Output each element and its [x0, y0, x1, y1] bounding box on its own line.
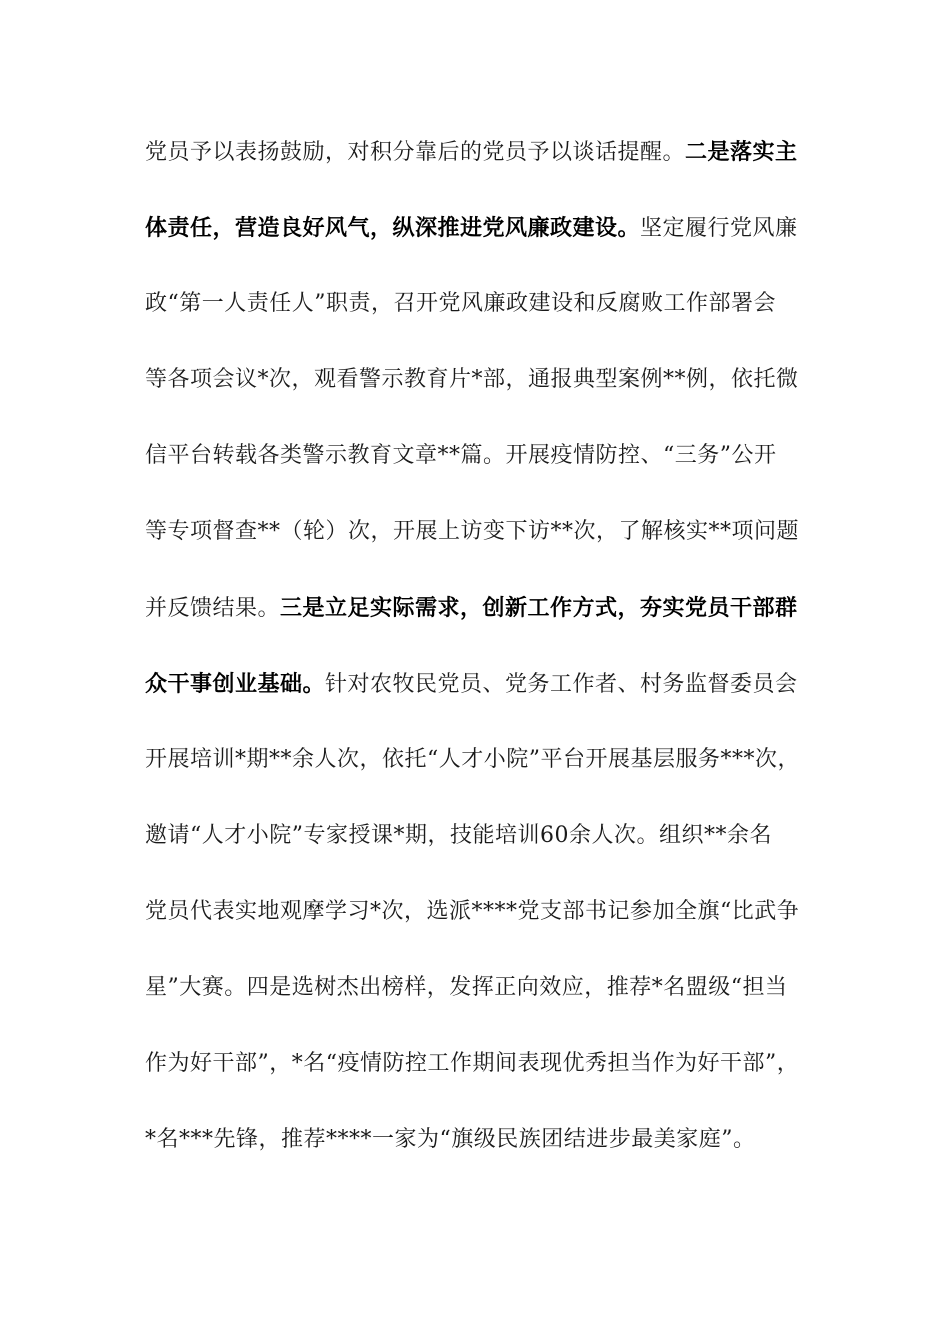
plain-text: 等各项会议*次，观看警示教育片*部，通报典型案例**例，依托微	[145, 367, 799, 392]
plain-text: 党员予以表扬鼓励，对积分靠后的党员予以谈话提醒。	[145, 140, 686, 165]
plain-text: 等专项督查**（轮）次，开展上访变下访**次，了解核实**项问题	[145, 519, 800, 544]
text-line	[145, 507, 825, 583]
text-line	[145, 659, 825, 735]
text-line	[145, 583, 825, 659]
plain-text: 坚定履行党风廉	[640, 216, 798, 241]
plain-text: 作为好干部”，*名“疫情防控工作期间表现优秀担当作为好干部”，	[145, 1051, 800, 1076]
text-line	[145, 431, 825, 507]
text-line	[145, 355, 825, 431]
plain-text: 针对农牧民党员、党务工作者、村务监督委员会	[325, 672, 798, 697]
text-line	[145, 1115, 825, 1191]
text-line	[145, 811, 825, 887]
plain-text: 邀请“人才小院”专家授课*期，技能培训60余人次。组织**余名	[145, 823, 772, 848]
plain-text: 信平台转载各类警示教育文章**篇。开展疫情防控、“三务”公开	[145, 443, 777, 468]
text-line	[145, 279, 825, 355]
text-line	[145, 887, 825, 963]
bold-heading-text: 三是立足实际需求，创新工作方式，夯实党员干部群	[280, 595, 798, 621]
plain-text: 并反馈结果。	[145, 596, 281, 621]
text-line	[145, 963, 825, 1039]
text-line	[145, 127, 825, 203]
text-line	[145, 1039, 825, 1115]
plain-text: 政“第一人责任人”职责，召开党风廉政建设和反腐败工作部署会	[145, 291, 776, 316]
bold-heading-text: 体责任，营造良好风气，纵深推进党风廉政建设。	[145, 215, 641, 241]
text-line	[145, 735, 825, 811]
bold-heading-text: 二是落实主	[685, 139, 798, 165]
bold-heading-text: 众干事创业基础。	[145, 671, 326, 697]
plain-text: 党员代表实地观摩学习*次，选派****党支部书记参加全旗“比武争	[145, 899, 800, 924]
plain-text: 开展培训*期**余人次，依托“人才小院”平台开展基层服务***次，	[145, 747, 800, 772]
plain-text: 星”大赛。四是选树杰出榜样，发挥正向效应，推荐*名盟级“担当	[145, 975, 788, 1000]
plain-text: *名***先锋，推荐****一家为“旗级民族团结进步最美家庭”。	[145, 1127, 756, 1152]
body-paragraph	[145, 127, 825, 1191]
text-line	[145, 203, 825, 279]
